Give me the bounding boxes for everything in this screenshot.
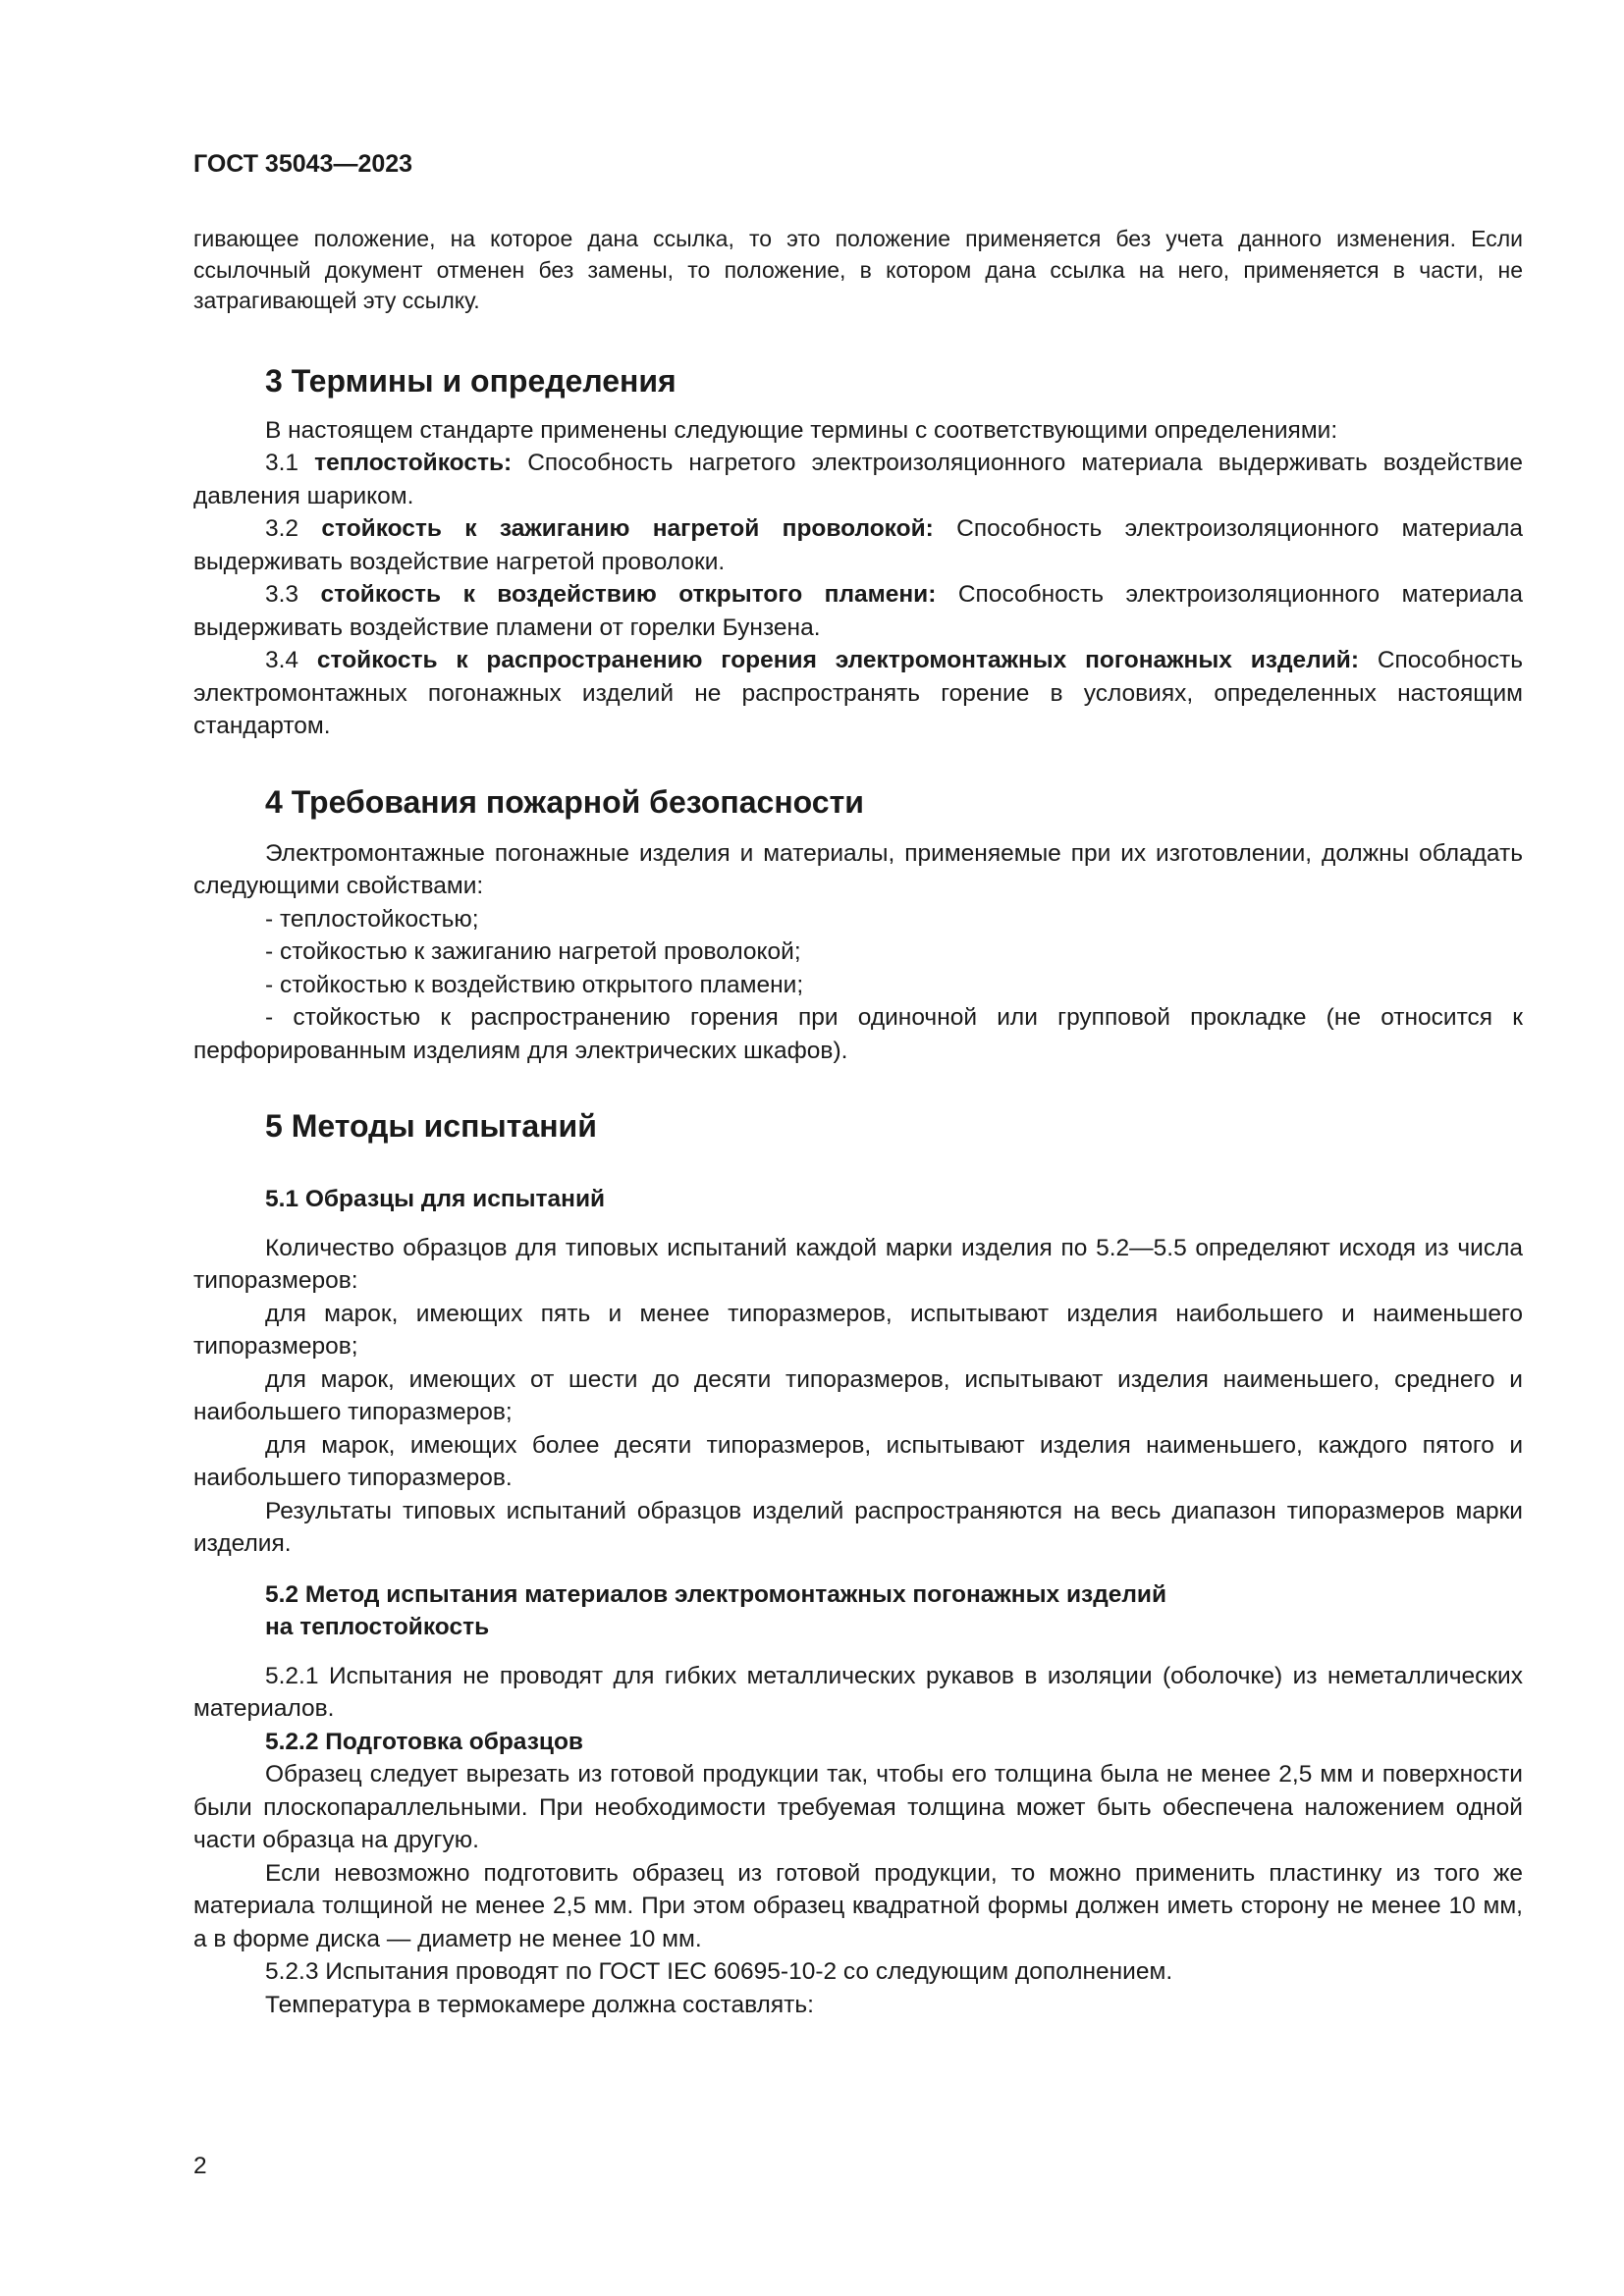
term-3-3: 3.3 стойкость к воздействию открытого пламени: Способность электроизоляционного материала выдерживать воздействие пламени от горелки Бунзена.: [193, 581, 1523, 641]
document-code: ГОСТ 35043—2023: [193, 150, 413, 178]
section-3-intro: В настоящем стандарте применены следующие термины с соответствующими определениями:: [265, 416, 1338, 444]
list-item: - стойкостью к воздействию открытого пламени;: [265, 971, 804, 998]
paragraph: Если невозможно подготовить образец из готовой продукции, то можно применить пластинку из того же материала толщиной не менее 2,5 мм. При этом образец квадратной формы должен иметь сторону не менее 10 мм, а в форме диска — диаметр не менее 10 мм.: [193, 1859, 1523, 1952]
document-body: [193, 224, 1523, 2021]
paragraph: Количество образцов для типовых испытаний каждой марки изделия по 5.2—5.5 определяют исходя из числа типоразмеров:: [193, 1234, 1523, 1294]
paragraph: для марок, имеющих пять и менее типоразмеров, испытывают изделия наибольшего и наименьшего типоразмеров;: [193, 1300, 1523, 1360]
list-item: - стойкостью к распространению горения при одиночной или групповой прокладке (не относится к перфорированным изделиям для электрических шкафов).: [193, 1004, 1523, 1064]
paragraph-5-2-3: 5.2.3 Испытания проводят по ГОСТ IEC 60695-10-2 со следующим дополнением.: [265, 1958, 1173, 1985]
paragraph: Образец следует вырезать из готовой продукции так, чтобы его толщина была не менее 2,5 мм и поверхности были плоскопараллельными. При необходимости требуемая толщина может быть обеспечена наложением одной части образца на другую.: [193, 1761, 1523, 1853]
subsection-5-2-heading: 5.2 Метод испытания материалов электромонтажных погонажных изделий на теплостойкость: [265, 1580, 1167, 1640]
page-number: 2: [193, 2153, 207, 2179]
term-3-2: 3.2 стойкость к зажиганию нагретой проволокой: Способность электроизоляционного материала выдерживать воздействие нагретой проволоки.: [193, 515, 1523, 575]
paragraph: для марок, имеющих от шести до десяти типоразмеров, испытывают изделия наименьшего, среднего и наибольшего типоразмеров;: [193, 1365, 1523, 1425]
paragraph: Температура в термокамере должна составлять:: [265, 1991, 814, 2018]
section-3-heading: 3 Термины и определения: [265, 362, 677, 399]
paragraph-5-2-1: 5.2.1 Испытания не проводят для гибких металлических рукавов в изоляции (оболочке) из неметаллических материалов.: [193, 1662, 1523, 1722]
section-5-heading: 5 Методы испытаний: [265, 1108, 597, 1144]
term-3-1: 3.1 теплостойкость: Способность нагретого электроизоляционного материала выдерживать воздействие давления шариком.: [193, 450, 1523, 509]
section-4-intro: Электромонтажные погонажные изделия и материалы, применяемые при их изготовлении, должны обладать следующими свойствами:: [193, 839, 1523, 899]
subsection-5-2-2-heading: 5.2.2 Подготовка образцов: [265, 1728, 583, 1755]
subsection-5-1-heading: 5.1 Образцы для испытаний: [265, 1186, 606, 1212]
paragraph: для марок, имеющих более десяти типоразмеров, испытывают изделия наименьшего, каждого пятого и наибольшего типоразмеров.: [193, 1431, 1523, 1491]
list-item: - стойкостью к зажиганию нагретой проволокой;: [265, 938, 801, 965]
paragraph: Результаты типовых испытаний образцов изделий распространяются на весь диапазон типоразмеров марки изделия.: [193, 1497, 1523, 1557]
list-item: - теплостойкостью;: [265, 905, 479, 933]
term-3-4: 3.4 стойкость к распространению горения электромонтажных погонажных изделий: Способность электромонтажных погонажных изделий не распространять горение в условиях, определенных настоящим стандартом.: [193, 647, 1523, 739]
intro-paragraph: гивающее положение, на которое дана ссылка, то это положение применяется без учета данного изменения. Если ссылочный документ отменен без замены, то положение, в котором дана ссылка на него, применяется в части, не затрагивающей эту ссылку.: [193, 226, 1523, 313]
section-4-heading: 4 Требования пожарной безопасности: [265, 783, 864, 820]
